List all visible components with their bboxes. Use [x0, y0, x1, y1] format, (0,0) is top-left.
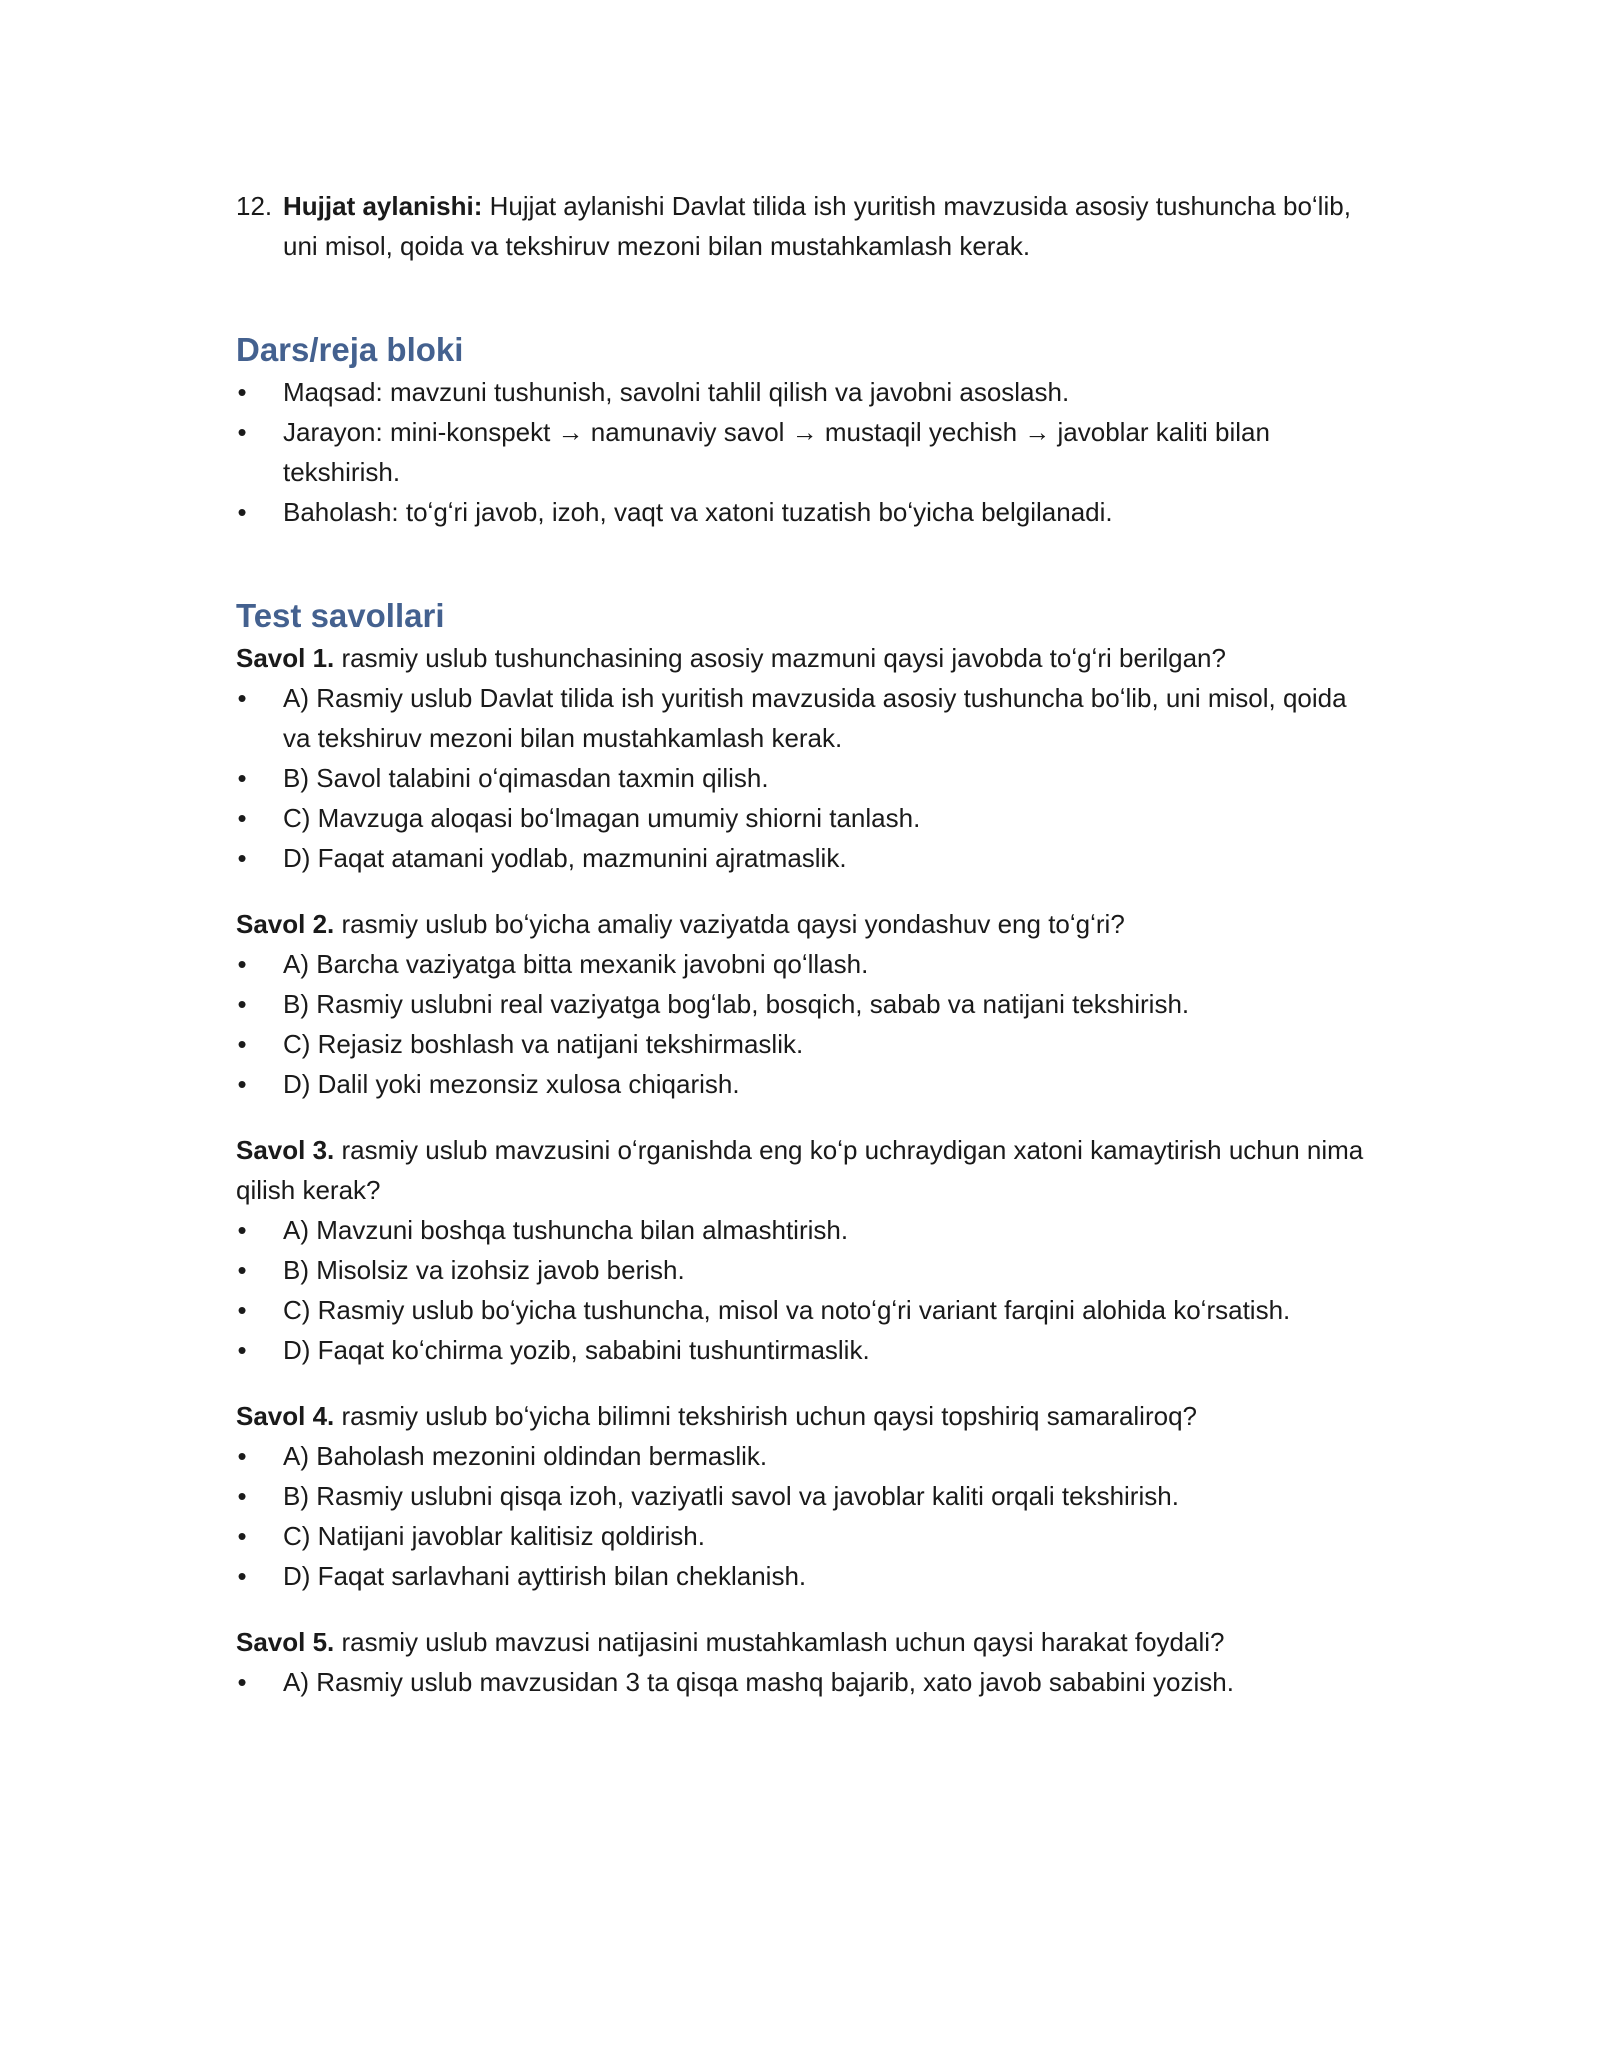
- list-item-text: Baholash: toʻgʻri javob, izoh, vaqt va xatoni tuzatish boʻyicha belgilanadi.: [283, 497, 1113, 527]
- option-item: [236, 1436, 1366, 1476]
- question-label: Savol 3.: [236, 1135, 335, 1165]
- dars-reja-heading: Dars/reja bloki: [236, 331, 464, 368]
- list-item: [236, 372, 1366, 412]
- bullet-icon: •: [237, 497, 247, 527]
- option-item: [236, 1210, 1366, 1250]
- question-label: Savol 4.: [236, 1401, 335, 1431]
- option-item: [236, 678, 1366, 758]
- option-item: [236, 838, 1366, 878]
- dars-reja-list: [236, 372, 1366, 532]
- question-2-options: [236, 944, 1366, 1104]
- option-item: [236, 1516, 1366, 1556]
- list-item-text: Jarayon: mini-konspekt → namunaviy savol → mustaqil yechish → javoblar kaliti bilan tekshirish.: [283, 417, 1270, 487]
- option-item: [236, 798, 1366, 838]
- option-item: [236, 944, 1366, 984]
- question-1-options: [236, 678, 1366, 878]
- question-text: rasmiy uslub mavzusini oʻrganishda eng koʻp uchraydigan xatoni kamaytirish uchun nima qilish kerak?: [236, 1135, 1364, 1205]
- question-5: [236, 1622, 1366, 1662]
- numbered-item-12: [236, 186, 1366, 266]
- test-savollari-heading: Test savollari: [236, 597, 445, 634]
- bullet-icon: •: [237, 1255, 247, 1285]
- question-text: rasmiy uslub tushunchasining asosiy mazmuni qaysi javobda toʻgʻri berilgan?: [334, 643, 1226, 673]
- question-3-options: [236, 1210, 1366, 1370]
- bullet-icon: •: [237, 989, 247, 1019]
- option-item: [236, 1250, 1366, 1290]
- question-3: [236, 1130, 1366, 1210]
- question-4: [236, 1396, 1366, 1436]
- option-text: D) Faqat sarlavhani ayttirish bilan cheklanish.: [283, 1561, 807, 1591]
- option-text: A) Rasmiy uslub mavzusidan 3 ta qisqa mashq bajarib, xato javob sababini yozish.: [283, 1667, 1234, 1697]
- option-text: A) Baholash mezonini oldindan bermaslik.: [283, 1441, 768, 1471]
- bullet-icon: •: [237, 1521, 247, 1551]
- bullet-icon: •: [237, 843, 247, 873]
- question-4-options: [236, 1436, 1366, 1596]
- bullet-icon: •: [237, 949, 247, 979]
- bullet-icon: •: [237, 763, 247, 793]
- question-text: rasmiy uslub boʻyicha bilimni tekshirish uchun qaysi topshiriq samaraliroq?: [334, 1401, 1197, 1431]
- option-item: [236, 984, 1366, 1024]
- bullet-icon: •: [237, 1441, 247, 1471]
- bullet-icon: •: [237, 377, 247, 407]
- list-item-text: Maqsad: mavzuni tushunish, savolni tahlil qilish va javobni asoslash.: [283, 377, 1070, 407]
- option-text: C) Natijani javoblar kalitisiz qoldirish.: [283, 1521, 705, 1551]
- option-item: [236, 1064, 1366, 1104]
- bullet-icon: •: [237, 1029, 247, 1059]
- option-text: D) Faqat koʻchirma yozib, sababini tushuntirmaslik.: [283, 1335, 870, 1365]
- option-text: B) Rasmiy uslubni qisqa izoh, vaziyatli savol va javoblar kaliti orqali tekshirish.: [283, 1481, 1179, 1511]
- option-item: [236, 1556, 1366, 1596]
- question-5-options: [236, 1662, 1366, 1702]
- list-item: [236, 492, 1366, 532]
- option-text: B) Savol talabini oʻqimasdan taxmin qilish.: [283, 763, 769, 793]
- term-label: Hujjat aylanishi:: [283, 191, 483, 221]
- question-text: rasmiy uslub boʻyicha amaliy vaziyatda qaysi yondashuv eng toʻgʻri?: [334, 909, 1125, 939]
- bullet-icon: •: [237, 1069, 247, 1099]
- option-text: D) Faqat atamani yodlab, mazmunini ajratmaslik.: [283, 843, 847, 873]
- question-text: rasmiy uslub mavzusi natijasini mustahkamlash uchun qaysi harakat foydali?: [334, 1627, 1225, 1657]
- term-definition: Hujjat aylanishi Davlat tilida ish yuritish mavzusida asosiy tushuncha boʻlib, uni misol, qoida va tekshiruv mezoni bilan mustahkamlash kerak.: [283, 191, 1351, 261]
- question-label: Savol 2.: [236, 909, 335, 939]
- bullet-icon: •: [237, 1561, 247, 1591]
- bullet-icon: •: [237, 1295, 247, 1325]
- bullet-icon: •: [237, 803, 247, 833]
- question-label: Savol 5.: [236, 1627, 335, 1657]
- option-item: [236, 1290, 1366, 1330]
- option-text: A) Mavzuni boshqa tushuncha bilan almashtirish.: [283, 1215, 849, 1245]
- option-item: [236, 1330, 1366, 1370]
- option-text: D) Dalil yoki mezonsiz xulosa chiqarish.: [283, 1069, 740, 1099]
- option-text: C) Rejasiz boshlash va natijani tekshirmaslik.: [283, 1029, 804, 1059]
- option-item: [236, 1024, 1366, 1064]
- page-content: [236, 186, 1366, 1702]
- option-text: B) Misolsiz va izohsiz javob berish.: [283, 1255, 685, 1285]
- bullet-icon: •: [237, 1215, 247, 1245]
- option-item: [236, 758, 1366, 798]
- option-text: B) Rasmiy uslubni real vaziyatga bogʻlab, bosqich, sabab va natijani tekshirish.: [283, 989, 1190, 1019]
- bullet-icon: •: [237, 683, 247, 713]
- bullet-icon: •: [237, 1481, 247, 1511]
- option-text: A) Barcha vaziyatga bitta mexanik javobni qoʻllash.: [283, 949, 869, 979]
- question-1: [236, 638, 1366, 678]
- option-text: A) Rasmiy uslub Davlat tilida ish yuritish mavzusida asosiy tushuncha boʻlib, uni misol, qoida va tekshiruv mezoni bilan mustahkamlash kerak.: [283, 683, 1347, 753]
- option-text: C) Mavzuga aloqasi boʻlmagan umumiy shiorni tanlash.: [283, 803, 921, 833]
- bullet-icon: •: [237, 1667, 247, 1697]
- option-text: C) Rasmiy uslub boʻyicha tushuncha, misol va notoʻgʻri variant farqini alohida koʻrsatish.: [283, 1295, 1291, 1325]
- bullet-icon: •: [237, 1335, 247, 1365]
- bullet-icon: •: [237, 417, 247, 447]
- question-label: Savol 1.: [236, 643, 335, 673]
- item-number: 12.: [236, 191, 273, 221]
- list-item: [236, 412, 1366, 492]
- option-item: [236, 1476, 1366, 1516]
- question-2: [236, 904, 1366, 944]
- option-item: [236, 1662, 1366, 1702]
